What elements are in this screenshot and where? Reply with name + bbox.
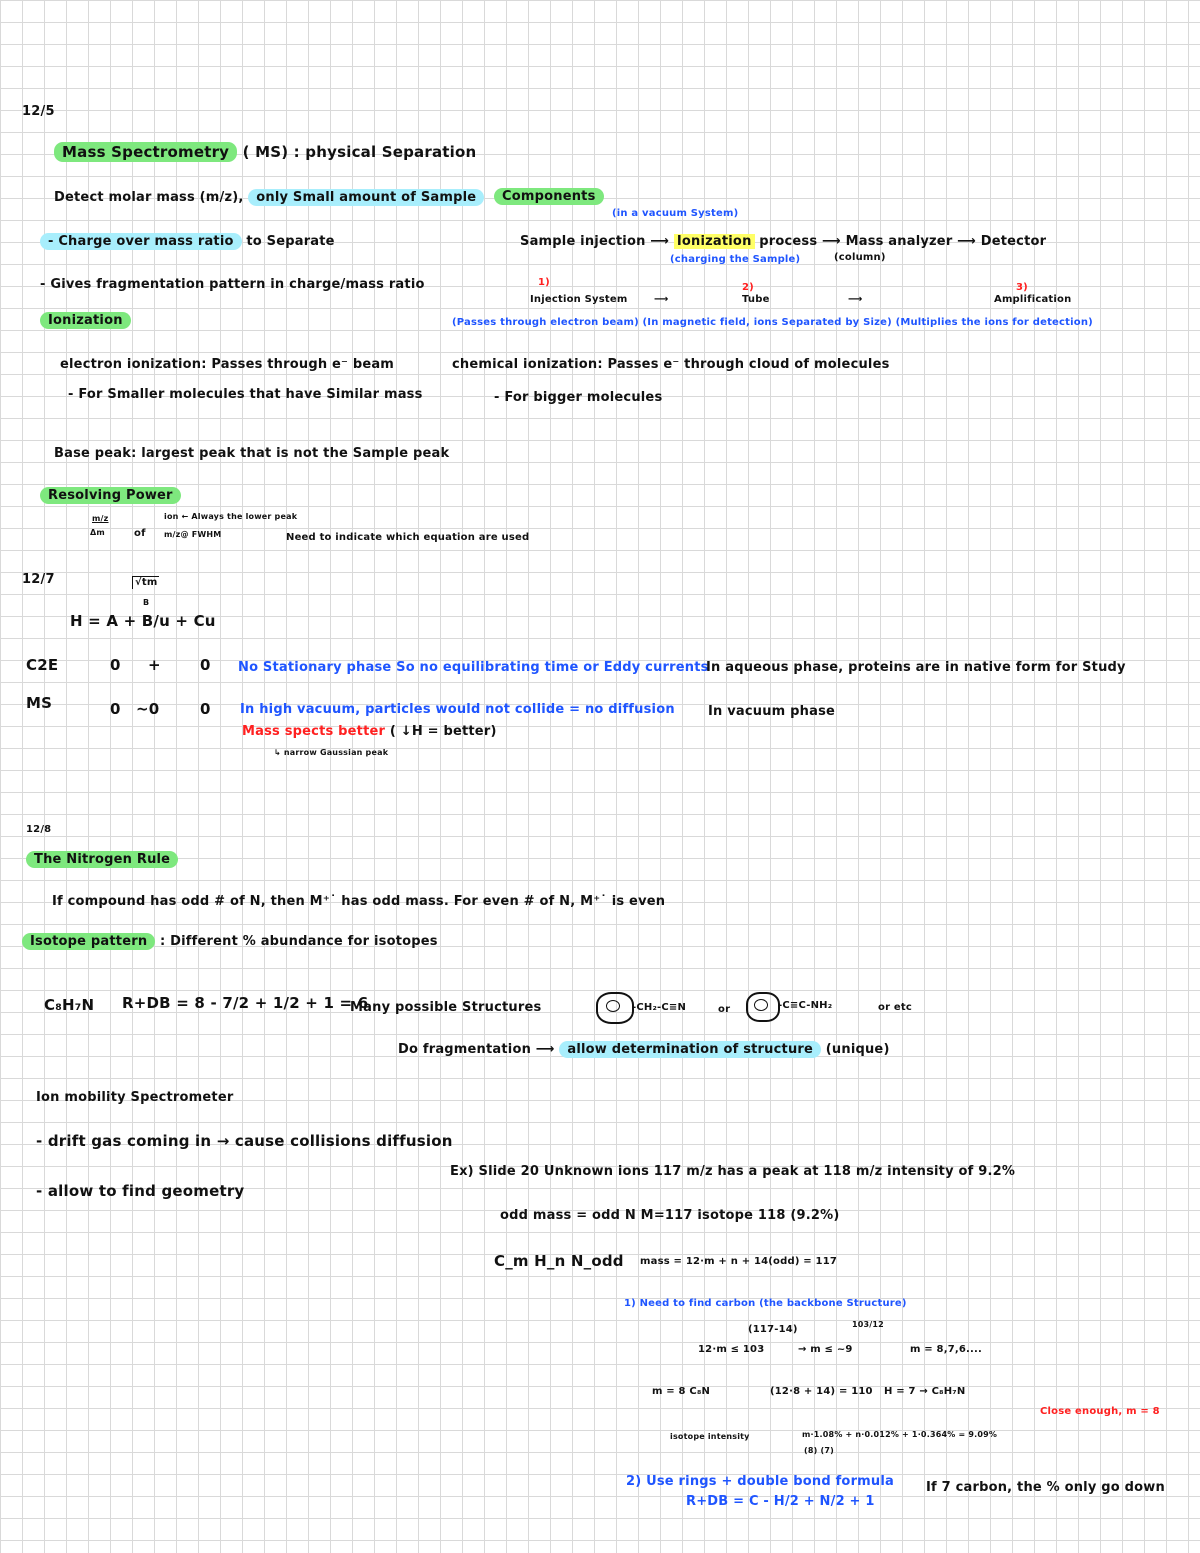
step-1-b: 103/12 <box>852 1320 884 1329</box>
step-1-text: 1) Need to find carbon (the backbone Structure) <box>624 1298 907 1309</box>
c2e-c: 0 <box>200 656 211 674</box>
charge-rest: to Separate <box>246 234 335 249</box>
resolving-power-heading <box>40 488 181 504</box>
rp-note: Need to indicate which equation are used <box>286 532 530 543</box>
detect-highlight: only Small amount of Sample <box>248 189 484 206</box>
structure-1: -CH₂-C≡N <box>632 1002 687 1013</box>
rp-numerator: m/z <box>92 514 109 523</box>
resolving-highlight: Resolving Power <box>40 487 181 504</box>
fragmentation-highlight: allow determination of structure <box>559 1041 821 1058</box>
c2e-a: 0 <box>110 656 121 674</box>
column-note: (column) <box>834 252 886 263</box>
step-1-e: m = 8,7,6.... <box>910 1344 983 1355</box>
arrow-1: ⟶ <box>654 294 669 305</box>
ms-note-2: In vacuum phase <box>708 704 836 719</box>
rp-denominator: Δm <box>90 528 105 537</box>
date-12-7: 12/7 <box>22 572 55 587</box>
components-highlight: Components <box>494 188 604 205</box>
ms-c: 0 <box>200 700 211 718</box>
nitrogen-highlight: The Nitrogen Rule <box>26 851 178 868</box>
date-12-8: 12/8 <box>26 824 52 835</box>
base-peak: Base peak: largest peak that is not the Sample peak <box>54 446 450 461</box>
date-12-5: 12/5 <box>22 104 55 119</box>
sqrt-tm: √tm <box>132 576 159 589</box>
rdb-calculation: R+DB = 8 - 7/2 + 1/2 + 1 = 6 <box>122 994 369 1012</box>
benzene-ring-2-inner <box>754 999 768 1011</box>
num-1: 1) <box>538 277 550 288</box>
flow-end: process ⟶ Mass analyzer ⟶ Detector <box>759 234 1047 249</box>
ms-a: 0 <box>110 700 121 718</box>
c2e-note-2: In aqueous phase, proteins are in native form for Study <box>706 660 1126 675</box>
seven-carbon-note: If 7 carbon, the % only go down <box>926 1480 1165 1495</box>
van-deemter-equation: H = A + B/u + Cu <box>70 612 216 630</box>
isotope-intensity-eq: m·1.08% + n·0.012% + 1·0.364% = 9.09% <box>802 1430 998 1439</box>
mass-spec-title <box>54 143 476 161</box>
injection-system: Injection System <box>530 294 628 305</box>
step-2-eq: R+DB = C - H/2 + N/2 + 1 <box>686 1494 875 1509</box>
mass-equation: mass = 12·m + n + 14(odd) = 117 <box>640 1256 838 1267</box>
rp-fwhm: m/z@ FWHM <box>164 530 222 539</box>
num-2: 2) <box>742 282 754 293</box>
isotope-line <box>22 934 438 950</box>
component-flow <box>520 234 1046 250</box>
cmhn-formula: C_m H_n N_odd <box>494 1252 624 1270</box>
step-2-text: 2) Use rings + double bond formula <box>626 1474 895 1489</box>
structure-2: -C≡C-NH₂ <box>778 1000 833 1011</box>
step-1-c: 12·m ≤ 103 <box>698 1344 765 1355</box>
arrow-2: ⟶ <box>848 294 863 305</box>
unique-note: (unique) <box>825 1042 890 1057</box>
mass-spec-rest: ( MS) : physical Separation <box>242 143 477 161</box>
formula-c8h7n: C₈H₇N <box>44 996 95 1014</box>
num-3: 3) <box>1016 282 1028 293</box>
charge-highlight: - Charge over mass ratio <box>40 233 242 250</box>
component-descriptions: (Passes through electron beam) (In magnetic field, ions Separated by Size) (Multiplies the ions for detection) <box>452 317 1093 328</box>
narrow-peak-note: ↳ narrow Gaussian peak <box>274 748 389 757</box>
fragment-bullet: - Gives fragmentation pattern in charge/mass ratio <box>40 277 425 292</box>
m8-mass: (12·8 + 14) = 110 <box>770 1386 873 1397</box>
ims-bullet-2: - allow to find geometry <box>36 1182 245 1200</box>
odd-mass-line: odd mass = odd N M=117 isotope 118 (9.2%) <box>500 1208 840 1223</box>
fragmentation-line <box>398 1042 890 1058</box>
mass-spec-better <box>242 724 497 740</box>
eq-frac-top: B <box>143 598 150 607</box>
m8-line: m = 8 C₈N <box>652 1386 711 1397</box>
example-slide-20: Ex) Slide 20 Unknown ions 117 m/z has a peak at 118 m/z intensity of 9.2% <box>450 1164 1016 1179</box>
c2e-note: No Stationary phase So no equilibrating time or Eddy currents <box>238 660 709 675</box>
chemical-ionization: chemical ionization: Passes e⁻ through cloud of molecules <box>452 357 890 372</box>
rp-of: of <box>134 528 146 539</box>
mass-spec-better-rest: ( ↓H = better) <box>389 724 497 739</box>
isotope-intensity-label: isotope intensity <box>670 1432 750 1441</box>
or-word: or <box>718 1004 731 1015</box>
step-1-a: (117-14) <box>748 1324 798 1335</box>
ims-bullet-1: - drift gas coming in → cause collisions diffusion <box>36 1132 453 1150</box>
nitrogen-rule-text: If compound has odd # of N, then M⁺˙ has odd mass. For even # of N, M⁺˙ is even <box>52 894 666 909</box>
detect-line <box>54 190 484 206</box>
many-structures: Many possible Structures <box>350 1000 542 1015</box>
isotope-intensity-sub: (8) (7) <box>804 1446 834 1455</box>
or-etc: or etc <box>878 1002 912 1013</box>
components-heading <box>494 189 604 205</box>
isotope-rest: : Different % abundance for isotopes <box>160 934 438 949</box>
isotope-highlight: Isotope pattern <box>22 933 155 950</box>
chemical-ionization-sub: - For bigger molecules <box>494 390 663 405</box>
detect-text: Detect molar mass (m/z), <box>54 190 244 205</box>
m8-h: H = 7 → C₈H₇N <box>884 1386 966 1397</box>
c2e-label: C2E <box>26 656 59 674</box>
mass-spec-better-red: Mass spects better <box>242 724 386 739</box>
close-enough-note: Close enough, m = 8 <box>1040 1406 1160 1417</box>
step-1-d: → m ≤ ~9 <box>798 1344 853 1355</box>
do-fragmentation: Do fragmentation ⟶ <box>398 1042 555 1057</box>
charging-note: (charging the Sample) <box>670 254 801 265</box>
tube-label: Tube <box>742 294 770 305</box>
electron-ionization: electron ionization: Passes through e⁻ beam <box>60 357 395 372</box>
ms-note: In high vacuum, particles would not collide = no diffusion <box>240 702 675 717</box>
ms-b: ~0 <box>136 700 160 718</box>
vacuum-note: (in a vacuum System) <box>612 208 739 219</box>
ion-mobility-heading: Ion mobility Spectrometer <box>36 1090 234 1105</box>
ionization-flow-highlight: Ionization <box>674 234 755 249</box>
flow-start: Sample injection ⟶ <box>520 234 670 249</box>
ionization-heading <box>40 313 131 329</box>
c2e-b: + <box>148 656 161 674</box>
ms-label: MS <box>26 694 53 712</box>
rp-ion-note: ion ← Always the lower peak <box>164 512 298 521</box>
electron-ionization-sub: - For Smaller molecules that have Similar mass <box>68 387 423 402</box>
amplification-label: Amplification <box>994 294 1072 305</box>
ionization-highlight: Ionization <box>40 312 131 329</box>
benzene-ring-1-inner <box>606 1000 620 1012</box>
mass-spec-highlight: Mass Spectrometry <box>54 142 237 162</box>
charge-bullet <box>40 234 335 250</box>
nitrogen-rule-heading <box>26 852 178 868</box>
